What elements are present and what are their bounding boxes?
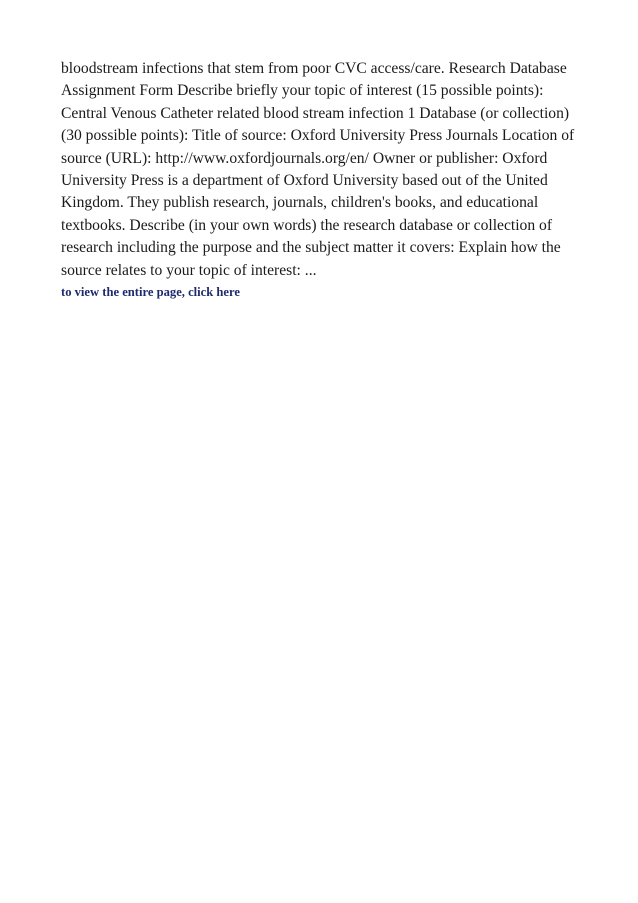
- view-entire-page-link[interactable]: to view the entire page, click here: [61, 285, 240, 300]
- document-content: [61, 58, 581, 301]
- document-excerpt: bloodstream infections that stem from poor CVC access/care. Research Database Assignment Form Describe briefly your topic of interest (15 possible points): Central Venous Catheter related blood stream infection 1 Database (or collection) (30 possible points): Title of source: Oxford University Press Journals Location of source (URL): http://www.oxfordjournals.org/en/ Owner or publisher: Oxford University Press is a department of Oxford University based out of the United Kingdom. They publish research, journals, children's books, and educational textbooks. Describe (in your own words) the research database or collection of research including the purpose and the subject matter it covers: Explain how the source relates to your topic of interest: ...: [61, 60, 575, 279]
